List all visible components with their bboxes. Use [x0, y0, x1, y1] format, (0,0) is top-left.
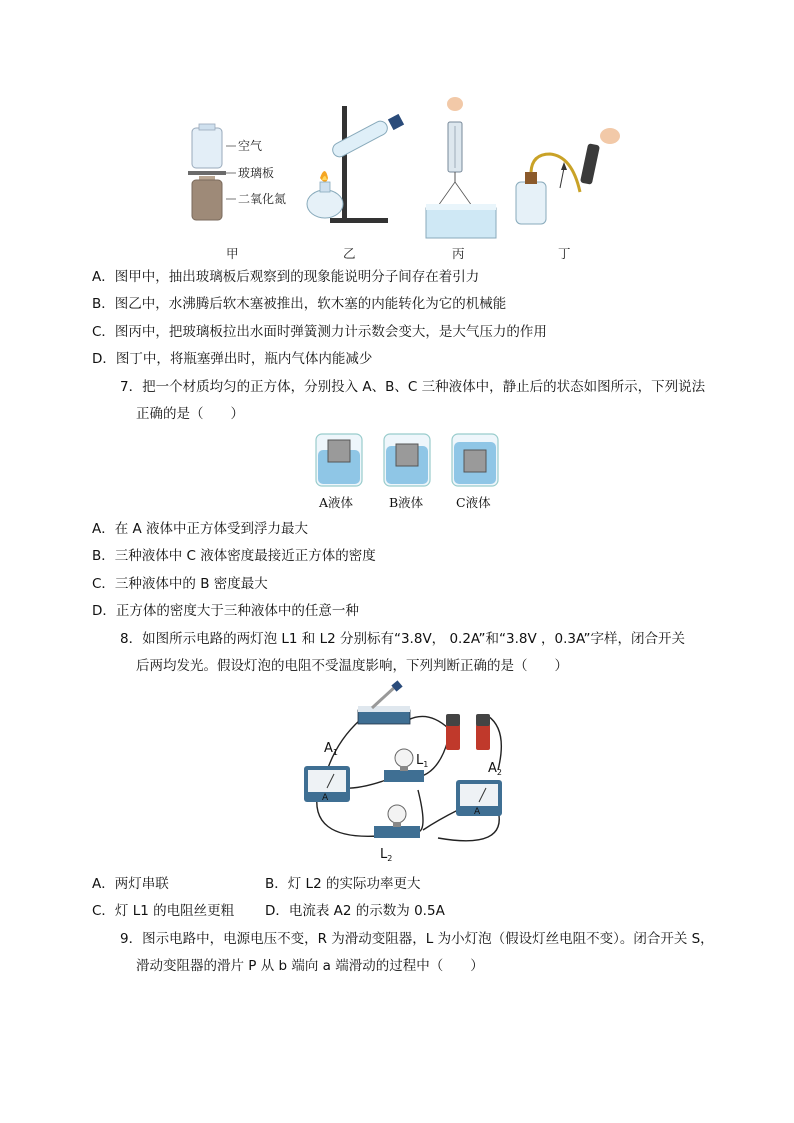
caption-yi: 乙: [343, 246, 356, 261]
label-no2: 二氧化氮: [238, 192, 287, 206]
q8-stem-line2: 后两均发光。假设灯泡的电阻不受温度影响，下列判断正确的是（ ）: [136, 658, 568, 674]
q7-option-a: A．在 A 液体中正方体受到浮力最大: [92, 521, 309, 537]
q8-option-c: C．灯 L1 的电阻丝更粗: [92, 903, 235, 919]
ammeter-a2: [456, 780, 502, 817]
caption-jia: 甲: [226, 246, 239, 261]
q7-option-d: D．正方体的密度大于三种液体中的任意一种: [92, 603, 359, 619]
lamp-l2: [374, 805, 420, 838]
experiment-figure: [180, 96, 640, 264]
caption-ding: 丁: [558, 246, 571, 261]
caption-c-liquid: C液体: [456, 495, 491, 510]
circuit-figure: [298, 680, 520, 870]
switch: [358, 680, 410, 724]
meter-a1-letter: A: [322, 793, 329, 803]
label-l1: $L_1$: [416, 753, 429, 769]
apparatus-bing: [426, 97, 496, 238]
caption-a-liquid: A液体: [319, 495, 354, 510]
q9-stem-line2: 滑动变阻器的滑片 P 从 b 端向 a 端滑动的过程中（ ）: [136, 958, 484, 974]
q6-option-b: B．图乙中，水沸腾后软木塞被推出，软木塞的内能转化为它的机械能: [92, 296, 507, 312]
label-l2: $L_2$: [380, 847, 393, 863]
caption-bing: 丙: [452, 246, 465, 261]
apparatus-yi: [307, 106, 404, 223]
bottle-jia: [188, 124, 236, 220]
apparatus-ding: [516, 128, 620, 224]
meter-a2-letter: A: [474, 807, 481, 817]
q7-option-b: B．三种液体中 C 液体密度最接近正方体的密度: [92, 548, 376, 564]
q8-option-d: D．电流表 A2 的示数为 0.5A: [265, 903, 445, 919]
label-glass: 玻璃板: [238, 166, 275, 180]
label-a2: $A_2$: [488, 761, 502, 777]
beaker-a: [316, 434, 362, 486]
q6-option-d: D．图丁中，将瓶塞弹出时，瓶内气体内能减少: [92, 351, 373, 367]
q9-stem-line1: 9．图示电路中，电源电压不变，R 为滑动变阻器，L 为小灯泡（假设灯丝电阻不变）。闭合开关 S，: [120, 931, 714, 947]
q6-option-c: C．图丙中，把玻璃板拉出水面时弹簧测力计示数会变大，是大气压力的作用: [92, 324, 547, 340]
q8-option-b: B．灯 L2 的实际功率更大: [265, 876, 421, 892]
batteries: [446, 714, 490, 750]
q8-stem-line1: 8．如图所示电路的两灯泡 L1 和 L2 分别标有“3.8V， 0.2A”和“3.8V ，0.3A”字样，闭合开关: [120, 631, 686, 647]
q8-option-a: A．两灯串联: [92, 876, 169, 892]
label-a1: $A_1$: [324, 741, 338, 757]
beakers-figure: [310, 430, 510, 492]
caption-b-liquid: B液体: [389, 495, 424, 510]
label-air: 空气: [238, 139, 263, 153]
q7-stem-line2: 正确的是（ ）: [136, 406, 244, 422]
beaker-c: [452, 434, 498, 486]
beaker-b: [384, 434, 430, 486]
ammeter-a1: [304, 766, 350, 803]
q6-option-a: A．图甲中，抽出玻璃板后观察到的现象能说明分子间存在着引力: [92, 269, 480, 285]
q7-option-c: C．三种液体中的 B 密度最大: [92, 576, 268, 592]
q7-stem-line1: 7．把一个材质均匀的正方体，分别投入 A、B、C 三种液体中，静止后的状态如图所示，下列说法: [120, 379, 706, 395]
